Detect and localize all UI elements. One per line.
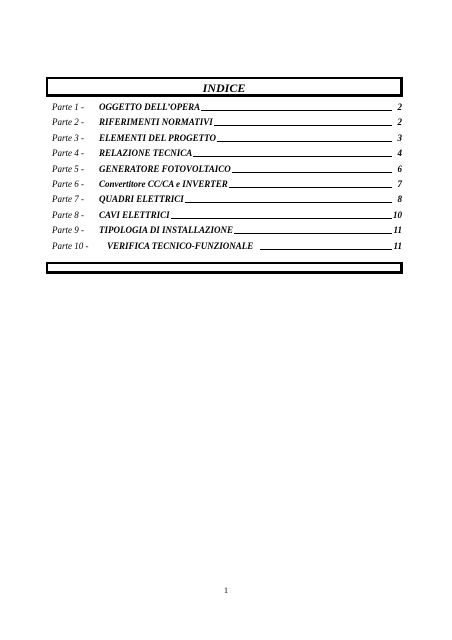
toc-page-number: 6: [397, 163, 402, 174]
index-header-box: [46, 77, 403, 97]
toc-entry[interactable]: [52, 102, 402, 117]
toc-page-number: 11: [393, 240, 402, 251]
toc-entry[interactable]: [52, 133, 402, 148]
toc-part-number: Parte 8 -: [52, 209, 84, 220]
toc-page-number: 3: [397, 132, 402, 143]
index-title: INDICE: [202, 81, 246, 95]
toc-entry[interactable]: [52, 210, 402, 225]
toc-part-number: Parte 9 -: [52, 225, 84, 236]
toc-page-number: 4: [397, 148, 402, 159]
toc-leader-line: [260, 249, 392, 250]
toc-entry[interactable]: [52, 225, 402, 240]
table-of-contents: [52, 102, 402, 256]
index-footer-box: [46, 262, 403, 274]
page-number: 1: [224, 586, 228, 595]
toc-entry[interactable]: [52, 179, 402, 194]
toc-entry[interactable]: [52, 148, 402, 163]
toc-title: OGGETTO DELL’OPERA: [99, 102, 201, 112]
toc-title: TIPOLOGIA DI INSTALLAZIONE: [99, 225, 234, 236]
toc-title: VERIFICA TECNICO-FUNZIONALE: [107, 240, 254, 251]
toc-title: Convertitore CC/CA e INVERTER: [99, 178, 228, 189]
toc-page-number: 8: [397, 194, 402, 205]
toc-title: CAVI ELETTRICI: [99, 209, 170, 220]
toc-title: RELAZIONE TECNICA: [99, 148, 193, 159]
toc-page-number: 2: [397, 102, 402, 112]
toc-entry[interactable]: [52, 241, 402, 256]
toc-part-number: Parte 2 -: [52, 117, 84, 128]
toc-part-number: Parte 7 -: [52, 194, 84, 205]
toc-part-number: Parte 1 -: [52, 102, 84, 112]
toc-part-number: Parte 3 -: [52, 132, 84, 143]
toc-page-number: 10: [393, 209, 402, 220]
toc-page-number: 7: [397, 178, 402, 189]
toc-title: GENERATORE FOTOVOLTAICO: [99, 163, 231, 174]
toc-title: ELEMENTI DEL PROGETTO: [99, 132, 217, 143]
toc-entry[interactable]: [52, 117, 402, 132]
toc-entry[interactable]: [52, 194, 402, 209]
toc-part-number: Parte 5 -: [52, 163, 84, 174]
toc-entry[interactable]: [52, 164, 402, 179]
toc-part-number: Parte 4 -: [52, 148, 84, 159]
toc-title: RIFERIMENTI NORMATIVI: [99, 117, 213, 128]
toc-part-number: Parte 10 -: [52, 240, 89, 251]
toc-page-number: 11: [393, 225, 402, 236]
toc-title: QUADRI ELETTRICI: [99, 194, 184, 205]
toc-page-number: 2: [397, 117, 402, 128]
toc-part-number: Parte 6 -: [52, 178, 84, 189]
